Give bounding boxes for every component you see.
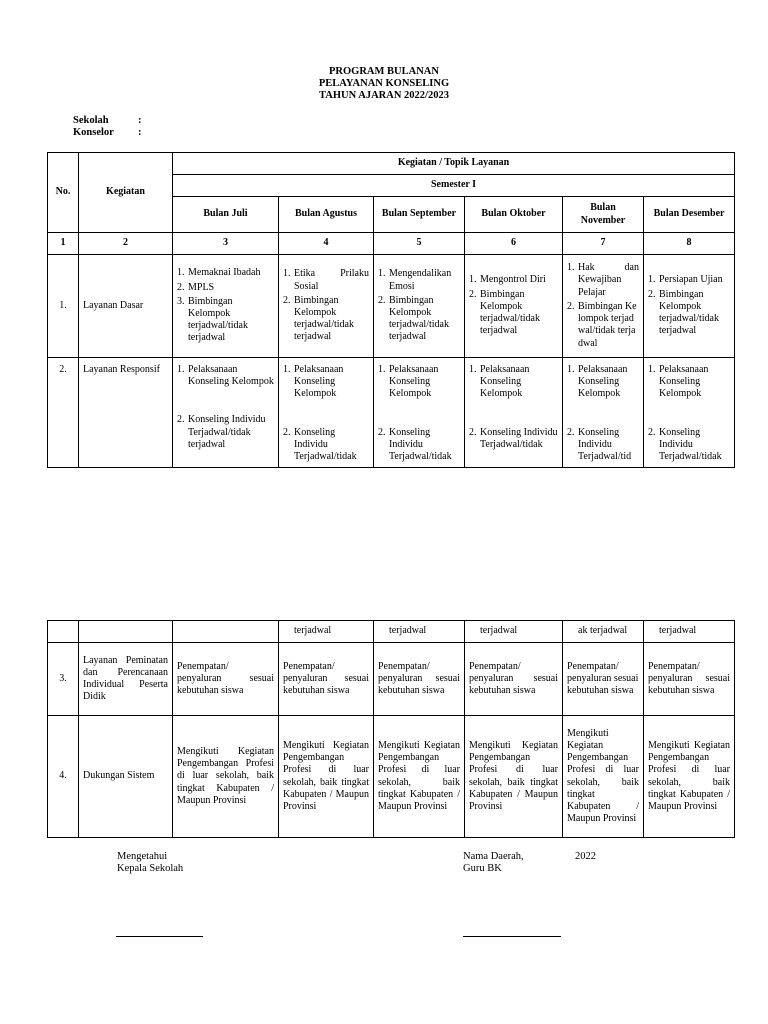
list-item: 2. Bimbingan Kelompok terjadwal/tidak terjadwal [469,288,540,337]
column-number: 5 [374,233,465,255]
row-activity-name: Dukungan Sistem [79,716,173,838]
program-table-part2 [47,620,735,838]
list-item: 2. Konseling Individu Terjadwal/tidak [648,426,722,463]
column-number-row [48,233,735,255]
list-item: 1. Etika Prilaku Sosial [283,268,369,292]
sekolah-colon: : [138,115,142,126]
list-item: 2. Konseling Individu Terjadwal/tidak [378,426,452,463]
header-month-oktober: Bulan Oktober [465,197,563,233]
row-number: 4. [48,716,79,838]
cell-juli: Penempatan/ penyaluran sesuai kebutuhan siswa [173,643,279,716]
list-item: 1. Hak dan Kewajiban Pelajar [567,262,639,298]
row-number: 2. [48,358,79,468]
list-item: 1. Pelaksanaan Konseling Kelompok [469,364,530,400]
cell-november: Mengikuti Kegiatan Pengembangan Profesi di luar sekolah, baik tingkat Kabupaten / Maupun Provinsi [563,716,644,838]
continuation-row [48,621,735,643]
list-item: 1. Pelaksanaan Konseling Kelompok [177,364,274,388]
table-row [48,358,735,468]
konselor-colon: : [138,127,142,138]
signature-line-right [463,936,561,937]
row-activity-name: Layanan Peminatan dan Perencanaan Individual Peserta Didik [79,643,173,716]
signature-place: Nama Daerah, [463,851,524,862]
list-item: 2. Konseling Individu Terjadwal/tid [567,426,632,463]
konselor-label: Konselor [73,127,114,138]
list-item: 2. Konseling Individu Terjadwal/tidak terjadwal [177,414,266,450]
cell-agustus [279,358,374,468]
document-title-line3: TAHUN AJARAN 2022/2023 [319,90,449,101]
sekolah-label: Sekolah [73,115,109,126]
signature-left [117,851,183,875]
cell-agustus [279,255,374,358]
header-month-november: Bulan November [563,197,644,233]
continuation-text: terjadwal [465,621,563,643]
list-item: 1. Pelaksanaan Konseling Kelompok [567,364,628,400]
header-month-agustus: Bulan Agustus [279,197,374,233]
row-number: 3. [48,643,79,716]
cell-oktober: Penempatan/ penyaluran sesuai kebutuhan siswa [465,643,563,716]
table-row [48,716,735,838]
column-number: 7 [563,233,644,255]
list-item: 2. Bimbingan Kelompok terjadwal/tidak terjadwal [283,294,354,343]
cell-november: Penempatan/ penyaluran sesuai kebutuhan siswa [563,643,644,716]
row-number: 1. [48,255,79,358]
continuation-text: terjadwal [644,621,735,643]
cell-desember: Mengikuti Kegiatan Pengembangan Profesi di luar sekolah, baik tingkat Kabupaten / Maupun Provinsi [644,716,735,838]
signature-line-left [116,936,203,937]
konselor-field [73,127,142,138]
signature-right [463,851,596,875]
cell-agustus: Mengikuti Kegiatan Pengembangan Profesi di luar sekolah, baik tingkat Kabupaten / Maupun Provinsi [279,716,374,838]
document-title-line1: PROGRAM BULANAN [329,66,439,77]
cell-oktober: Mengikuti Kegiatan Pengembangan Profesi di luar sekolah, baik tingkat Kabupaten / Maupun Provinsi [465,716,563,838]
list-item: 2. Konseling Individu Terjadwal/tidak [469,426,558,450]
list-item: 1. Pelaksanaan Konseling Kelompok [283,364,344,400]
cell-desember [644,255,735,358]
cell-juli [173,358,279,468]
continuation-text: terjadwal [279,621,374,643]
header-month-september: Bulan September [374,197,465,233]
cell-juli [173,255,279,358]
continuation-text: ak terjadwal [563,621,644,643]
cell-desember: Penempatan/ penyaluran sesuai kebutuhan siswa [644,643,735,716]
continuation-text: terjadwal [374,621,465,643]
cell-agustus: Penempatan/ penyaluran sesuai kebutuhan siswa [279,643,374,716]
row-activity-name: Layanan Responsif [79,358,173,468]
list-item: 1. Memaknai Ibadah [177,267,261,279]
sekolah-field [73,115,142,126]
list-item: 1. Pelaksanaan Konseling Kelompok [648,364,709,400]
cell-september: Mengikuti Kegiatan Pengembangan Profesi di luar sekolah, baik tingkat Kabupaten / Maupun Provinsi [374,716,465,838]
cell-september: Penempatan/ penyaluran sesuai kebutuhan siswa [374,643,465,716]
header-semester: Semester I [173,175,735,197]
list-item: 1. Mengendalikan Emosi [378,268,452,292]
header-month-juli: Bulan Juli [173,197,279,233]
cell-juli: Mengikuti Kegiatan Pengembangan Profesi di luar sekolah, baik tingkat Kabupaten / Maupun Provinsi [173,716,279,838]
list-item: 1. Pelaksanaan Konseling Kelompok [378,364,439,400]
signature-left-line2: Kepala Sekolah [117,863,184,874]
column-number: 3 [173,233,279,255]
cell-oktober [465,358,563,468]
list-item: 2. Bimbingan Kelompok terjadwal/tidak terjadwal [378,294,449,343]
signature-right-line1 [463,851,596,863]
cell-november [563,358,644,468]
signature-left-line1: Mengetahui [117,851,168,862]
cell-november [563,255,644,358]
list-item: 2. Bimbingan Kelompok terjadwal/tidak terjadwal [648,288,719,337]
table-row [48,255,735,358]
column-number: 2 [79,233,173,255]
program-table-part1 [47,152,735,468]
table-row [48,643,735,716]
document-title-line2: PELAYANAN KONSELING [318,78,450,89]
cell-september [374,255,465,358]
row-activity-name: Layanan Dasar [79,255,173,358]
cell-september [374,358,465,468]
list-item: 2. Konseling Individu Terjadwal/tidak [283,426,357,463]
header-topik-layanan: Kegiatan / Topik Layanan [173,153,735,175]
list-item: 3. Bimbingan Kelompok terjadwal/tidak terjadwal [177,295,248,344]
list-item: 1. Persiapan Ujian [648,274,723,286]
column-number: 4 [279,233,374,255]
cell-oktober [465,255,563,358]
header-kegiatan: Kegiatan [79,153,173,233]
list-item: 1. Mengontrol Diri [469,274,546,286]
column-number: 8 [644,233,735,255]
cell-desember [644,358,735,468]
column-number: 6 [465,233,563,255]
list-item: 2. Bimbingan Kelompok terjadwal/tidak terjadwal [567,300,637,349]
header-month-desember: Bulan Desember [644,197,735,233]
header-no: No. [48,153,79,233]
signature-year: 2022 [575,851,596,862]
list-item: 2. MPLS [177,281,215,293]
column-number: 1 [48,233,79,255]
signature-right-line2: Guru BK [463,863,502,874]
